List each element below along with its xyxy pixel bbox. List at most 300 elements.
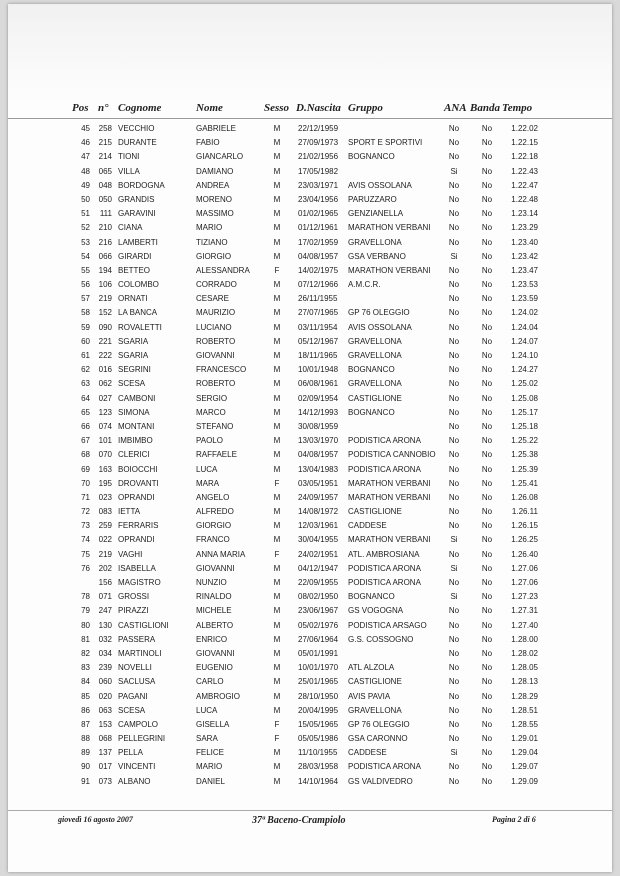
position-cell: 81: [81, 634, 90, 644]
position-cell: 65: [81, 407, 90, 417]
first-name-cell: ALFREDO: [196, 507, 234, 517]
time-cell: 1.22.48: [511, 194, 538, 204]
header-nascita: D.Nascita: [296, 102, 341, 114]
banda-cell: No: [481, 237, 493, 247]
time-cell: 1.24.07: [511, 336, 538, 346]
first-name-cell: CORRADO: [196, 280, 237, 290]
birth-date-cell: 20/04/1995: [298, 705, 339, 715]
sex-cell: M: [273, 507, 281, 517]
first-name-cell: DAMIANO: [196, 166, 234, 176]
birth-date-cell: 06/08/1961: [298, 379, 339, 389]
banda-cell: No: [481, 677, 493, 687]
banda-cell: No: [481, 464, 493, 474]
table-row: [8, 463, 612, 477]
ana-cell: No: [448, 180, 460, 190]
sex-cell: M: [273, 251, 281, 261]
banda-cell: No: [481, 563, 493, 573]
banda-cell: No: [481, 365, 493, 375]
position-cell: 78: [81, 592, 90, 602]
bib-number-cell: 152: [98, 308, 112, 318]
header-ana: ANA: [444, 102, 467, 114]
group-cell: PARUZZARO: [348, 194, 397, 204]
bib-number-cell: 222: [98, 351, 112, 360]
group-cell: PODISTICA ARONA: [348, 563, 421, 573]
surname-cell: VECCHIO: [118, 124, 155, 133]
first-name-cell: MARIO: [196, 223, 223, 233]
birth-date-cell: 27/06/1964: [298, 634, 339, 644]
table-row: [8, 760, 612, 774]
birth-date-cell: 04/08/1957: [298, 450, 339, 460]
table-row: [8, 136, 612, 150]
ana-cell: No: [448, 152, 460, 162]
sex-cell: M: [273, 677, 281, 687]
table-row: [8, 562, 612, 576]
surname-cell: GRANDIS: [118, 194, 155, 204]
surname-cell: VILLA: [118, 166, 140, 176]
sex-cell: M: [273, 663, 281, 673]
birth-date-cell: 05/12/1967: [298, 336, 339, 346]
surname-cell: SACLUSA: [118, 677, 156, 687]
bib-number-cell: 123: [98, 407, 112, 417]
ana-cell: No: [448, 521, 460, 531]
banda-cell: No: [481, 620, 493, 630]
group-cell: GSA CARONNO: [348, 734, 408, 744]
surname-cell: ALBANO: [118, 776, 151, 786]
banda-cell: No: [481, 592, 493, 602]
position-cell: 90: [81, 762, 90, 772]
birth-date-cell: 13/03/1970: [298, 436, 339, 446]
surname-cell: NOVELLI: [118, 663, 152, 673]
group-cell: PODISTICA ARSAGO: [348, 620, 427, 630]
banda-cell: No: [481, 180, 493, 190]
sex-cell: M: [273, 166, 281, 176]
banda-cell: No: [481, 648, 493, 658]
banda-cell: No: [481, 634, 493, 644]
position-cell: 79: [81, 606, 90, 616]
surname-cell: PELLEGRINI: [118, 734, 166, 744]
ana-cell: No: [448, 237, 460, 247]
header-banda: Banda: [470, 102, 500, 114]
birth-date-cell: 01/12/1961: [298, 223, 339, 233]
position-cell: 50: [81, 194, 90, 204]
banda-cell: No: [481, 265, 493, 275]
banda-cell: No: [481, 152, 493, 162]
ana-cell: No: [448, 549, 460, 559]
sex-cell: M: [273, 578, 281, 587]
birth-date-cell: 17/05/1982: [298, 166, 339, 176]
surname-cell: VAGHI: [118, 549, 143, 559]
bib-number-cell: 156: [98, 578, 112, 587]
group-cell: BOGNANCO: [348, 407, 395, 417]
position-cell: 66: [81, 421, 90, 431]
ana-cell: No: [448, 450, 460, 460]
table-row: [8, 775, 612, 789]
sex-cell: M: [273, 691, 281, 701]
ana-cell: No: [448, 663, 460, 673]
surname-cell: CLERICI: [118, 450, 150, 460]
sex-cell: M: [273, 748, 281, 758]
table-row: [8, 250, 612, 264]
time-cell: 1.24.04: [511, 322, 538, 332]
surname-cell: ORNATI: [118, 294, 148, 304]
birth-date-cell: 03/11/1954: [298, 322, 338, 332]
ana-cell: No: [448, 507, 460, 517]
birth-date-cell: 01/02/1965: [298, 209, 339, 219]
position-cell: 53: [81, 237, 90, 247]
first-name-cell: GIORGIO: [196, 521, 232, 531]
time-cell: 1.23.59: [511, 294, 538, 304]
bib-number-cell: 259: [98, 521, 112, 531]
bib-number-cell: 194: [98, 265, 112, 275]
position-cell: 91: [81, 776, 90, 786]
first-name-cell: ALBERTO: [196, 620, 234, 630]
banda-cell: No: [481, 166, 493, 176]
ana-cell: No: [448, 351, 460, 360]
bib-number-cell: 020: [98, 691, 112, 701]
bib-number-cell: 130: [98, 620, 112, 630]
surname-cell: CASTIGLIONI: [118, 620, 169, 630]
sex-cell: M: [273, 421, 281, 431]
first-name-cell: CESARE: [196, 294, 229, 304]
surname-cell: SCESA: [118, 705, 146, 715]
group-cell: AVIS OSSOLANA: [348, 180, 412, 190]
banda-cell: No: [481, 762, 493, 772]
ana-cell: No: [448, 734, 460, 744]
position-cell: 67: [81, 436, 90, 446]
banda-cell: No: [481, 663, 493, 673]
first-name-cell: ENRICO: [196, 634, 228, 644]
bib-number-cell: 017: [98, 762, 112, 772]
ana-cell: No: [448, 436, 460, 446]
ana-cell: No: [448, 393, 460, 403]
position-cell: 80: [81, 620, 90, 630]
surname-cell: ISABELLA: [118, 563, 156, 573]
birth-date-cell: 22/12/1959: [298, 124, 339, 133]
banda-cell: No: [481, 251, 493, 261]
table-row: [8, 165, 612, 179]
ana-cell: No: [448, 776, 460, 786]
ana-cell: No: [448, 606, 460, 616]
time-cell: 1.23.47: [511, 265, 538, 275]
time-cell: 1.29.07: [511, 762, 538, 772]
ana-cell: No: [448, 762, 460, 772]
position-cell: 68: [81, 450, 90, 460]
table-row: [8, 292, 612, 306]
group-cell: MARATHON VERBANI: [348, 535, 431, 545]
sex-cell: M: [273, 124, 281, 133]
sex-cell: F: [274, 478, 280, 488]
group-cell: BOGNANCO: [348, 152, 395, 162]
time-cell: 1.25.17: [511, 407, 538, 417]
header-nome: Nome: [196, 102, 223, 114]
table-row: [8, 704, 612, 718]
table-row: [8, 321, 612, 335]
surname-cell: IETTA: [118, 507, 141, 517]
sex-cell: M: [273, 762, 281, 772]
bib-number-cell: 083: [98, 507, 112, 517]
scan-shading: [8, 4, 612, 104]
sex-cell: M: [273, 336, 281, 346]
birth-date-cell: 24/02/1951: [298, 549, 339, 559]
first-name-cell: LUCIANO: [196, 322, 232, 332]
table-row: [8, 179, 612, 193]
first-name-cell: NUNZIO: [196, 578, 227, 587]
banda-cell: No: [481, 280, 493, 290]
bib-number-cell: 101: [98, 436, 112, 446]
sex-cell: M: [273, 492, 281, 502]
banda-cell: No: [481, 549, 493, 559]
birth-date-cell: 28/10/1950: [298, 691, 339, 701]
bib-number-cell: 070: [98, 450, 112, 460]
birth-date-cell: 27/07/1965: [298, 308, 339, 318]
first-name-cell: DANIEL: [196, 776, 225, 786]
birth-date-cell: 30/04/1955: [298, 535, 339, 545]
time-cell: 1.22.15: [511, 138, 538, 148]
position-cell: 54: [81, 251, 90, 261]
bib-number-cell: 034: [98, 648, 112, 658]
header-number: n°: [98, 102, 109, 114]
ana-cell: No: [448, 322, 460, 332]
table-row: [8, 690, 612, 704]
bib-number-cell: 106: [98, 280, 112, 290]
banda-cell: No: [481, 308, 493, 318]
sex-cell: M: [273, 620, 281, 630]
table-row: [8, 590, 612, 604]
banda-cell: No: [481, 535, 493, 545]
surname-cell: SIMONA: [118, 407, 150, 417]
time-cell: 1.22.43: [511, 166, 538, 176]
surname-cell: VINCENTI: [118, 762, 156, 772]
group-cell: A.M.C.R.: [348, 280, 381, 290]
bib-number-cell: 032: [98, 634, 112, 644]
first-name-cell: STEFANO: [196, 421, 234, 431]
surname-cell: SEGRINI: [118, 365, 151, 375]
table-row: [8, 122, 612, 136]
group-cell: GRAVELLONA: [348, 351, 402, 360]
bib-number-cell: 258: [98, 124, 112, 133]
group-cell: GRAVELLONA: [348, 705, 402, 715]
first-name-cell: LUCA: [196, 705, 218, 715]
group-cell: SPORT E SPORTIVI: [348, 138, 423, 148]
table-row: [8, 221, 612, 235]
group-cell: PODISTICA ARONA: [348, 436, 421, 446]
time-cell: 1.25.08: [511, 393, 538, 403]
birth-date-cell: 11/10/1955: [298, 748, 338, 758]
sex-cell: M: [273, 776, 281, 786]
first-name-cell: MARCO: [196, 407, 226, 417]
table-row: [8, 377, 612, 391]
birth-date-cell: 23/04/1956: [298, 194, 339, 204]
group-cell: MARATHON VERBANI: [348, 265, 431, 275]
surname-cell: LAMBERTI: [118, 237, 158, 247]
group-cell: GP 76 OLEGGIO: [348, 719, 410, 729]
first-name-cell: FRANCESCO: [196, 365, 247, 375]
ana-cell: No: [448, 379, 460, 389]
sex-cell: M: [273, 280, 281, 290]
sex-cell: M: [273, 194, 281, 204]
ana-cell: No: [448, 294, 460, 304]
position-cell: 87: [81, 719, 90, 729]
banda-cell: No: [481, 379, 493, 389]
table-row: [8, 604, 612, 618]
ana-cell: No: [448, 308, 460, 318]
bib-number-cell: 195: [98, 478, 112, 488]
time-cell: 1.24.27: [511, 365, 538, 375]
time-cell: 1.28.02: [511, 648, 538, 658]
time-cell: 1.25.38: [511, 450, 538, 460]
banda-cell: No: [481, 138, 493, 148]
surname-cell: PELLA: [118, 748, 143, 758]
bib-number-cell: 023: [98, 492, 112, 502]
header-sesso: Sesso: [264, 102, 290, 114]
first-name-cell: ROBERTO: [196, 336, 236, 346]
table-row: [8, 647, 612, 661]
time-cell: 1.23.29: [511, 223, 538, 233]
ana-cell: No: [448, 464, 460, 474]
birth-date-cell: 10/01/1948: [298, 365, 339, 375]
sex-cell: M: [273, 379, 281, 389]
table-row: [8, 278, 612, 292]
birth-date-cell: 03/05/1951: [298, 478, 339, 488]
sex-cell: M: [273, 180, 281, 190]
header-gruppo: Gruppo: [348, 102, 383, 114]
sex-cell: M: [273, 308, 281, 318]
sex-cell: M: [273, 648, 281, 658]
time-cell: 1.26.40: [511, 549, 538, 559]
table-row: [8, 306, 612, 320]
sex-cell: M: [273, 606, 281, 616]
sex-cell: M: [273, 223, 281, 233]
ana-cell: No: [448, 719, 460, 729]
bib-number-cell: 022: [98, 535, 112, 545]
birth-date-cell: 08/02/1950: [298, 592, 339, 602]
position-cell: 60: [81, 336, 90, 346]
group-cell: ATL ALZOLA: [348, 663, 395, 673]
bib-number-cell: 215: [98, 138, 112, 148]
ana-cell: No: [448, 407, 460, 417]
time-cell: 1.26.15: [511, 521, 538, 531]
time-cell: 1.22.02: [511, 124, 538, 133]
footer-title: 37ª Baceno-Crampiolo: [252, 815, 346, 826]
time-cell: 1.29.09: [511, 776, 538, 786]
surname-cell: LA BANCA: [118, 308, 158, 318]
birth-date-cell: 05/01/1991: [298, 648, 339, 658]
birth-date-cell: 14/02/1975: [298, 265, 339, 275]
time-cell: 1.29.01: [511, 734, 538, 744]
position-cell: 48: [81, 166, 90, 176]
position-cell: 49: [81, 180, 90, 190]
position-cell: 46: [81, 138, 90, 148]
sex-cell: M: [273, 294, 281, 304]
birth-date-cell: 23/06/1967: [298, 606, 339, 616]
table-row: [8, 661, 612, 675]
table-row: [8, 150, 612, 164]
first-name-cell: ALESSANDRA: [196, 265, 250, 275]
position-cell: 47: [81, 152, 90, 162]
banda-cell: No: [481, 748, 493, 758]
surname-cell: CAMPOLO: [118, 719, 159, 729]
surname-cell: MONTANI: [118, 421, 155, 431]
time-cell: 1.23.53: [511, 280, 538, 290]
sex-cell: M: [273, 705, 281, 715]
time-cell: 1.27.23: [511, 592, 538, 602]
position-cell: 69: [81, 464, 90, 474]
time-cell: 1.24.02: [511, 308, 538, 318]
first-name-cell: GIOVANNI: [196, 563, 235, 573]
sex-cell: F: [274, 265, 280, 275]
time-cell: 1.27.06: [511, 578, 538, 587]
bib-number-cell: 219: [98, 549, 112, 559]
ana-cell: No: [448, 478, 460, 488]
first-name-cell: GABRIELE: [196, 124, 237, 133]
ana-cell: Si: [450, 166, 458, 176]
time-cell: 1.29.04: [511, 748, 538, 758]
header-pos: Pos: [72, 102, 89, 114]
ana-cell: Si: [450, 535, 458, 545]
surname-cell: FERRARIS: [118, 521, 159, 531]
sex-cell: M: [273, 450, 281, 460]
group-cell: G.S. COSSOGNO: [348, 634, 414, 644]
first-name-cell: GIANCARLO: [196, 152, 244, 162]
birth-date-cell: 30/08/1959: [298, 421, 339, 431]
group-cell: ATL. AMBROSIANA: [348, 549, 420, 559]
surname-cell: PIRAZZI: [118, 606, 149, 616]
surname-cell: BOIOCCHI: [118, 464, 158, 474]
time-cell: 1.26.11: [511, 507, 538, 517]
time-cell: 1.26.08: [511, 492, 538, 502]
group-cell: PODISTICA CANNOBIO: [348, 450, 436, 460]
first-name-cell: ROBERTO: [196, 379, 236, 389]
first-name-cell: ANDREA: [196, 180, 230, 190]
first-name-cell: FRANCO: [196, 535, 230, 545]
first-name-cell: MAURIZIO: [196, 308, 236, 318]
surname-cell: MAGISTRO: [118, 578, 161, 587]
bib-number-cell: 216: [98, 237, 112, 247]
position-cell: 56: [81, 280, 90, 290]
ana-cell: Si: [450, 592, 458, 602]
ana-cell: Si: [450, 748, 458, 758]
ana-cell: No: [448, 634, 460, 644]
sex-cell: M: [273, 322, 281, 332]
surname-cell: TIONI: [118, 152, 140, 162]
position-cell: 83: [81, 663, 90, 673]
page-footer: [8, 810, 612, 829]
group-cell: CADDESE: [348, 521, 387, 531]
time-cell: 1.25.39: [511, 464, 538, 474]
birth-date-cell: 12/03/1961: [298, 521, 339, 531]
sex-cell: M: [273, 521, 281, 531]
banda-cell: No: [481, 421, 493, 431]
position-cell: 62: [81, 365, 90, 375]
ana-cell: No: [448, 265, 460, 275]
bib-number-cell: 214: [98, 152, 112, 162]
bib-number-cell: 048: [98, 180, 112, 190]
banda-cell: No: [481, 776, 493, 786]
bib-number-cell: 068: [98, 734, 112, 744]
first-name-cell: MARIO: [196, 762, 223, 772]
time-cell: 1.28.05: [511, 663, 538, 673]
table-row: [8, 519, 612, 533]
banda-cell: No: [481, 436, 493, 446]
ana-cell: No: [448, 138, 460, 148]
sex-cell: M: [273, 351, 281, 360]
table-row: [8, 491, 612, 505]
banda-cell: No: [481, 209, 493, 219]
position-cell: 76: [81, 563, 90, 573]
position-cell: 82: [81, 648, 90, 658]
birth-date-cell: 14/12/1993: [298, 407, 339, 417]
position-cell: 61: [81, 351, 90, 360]
